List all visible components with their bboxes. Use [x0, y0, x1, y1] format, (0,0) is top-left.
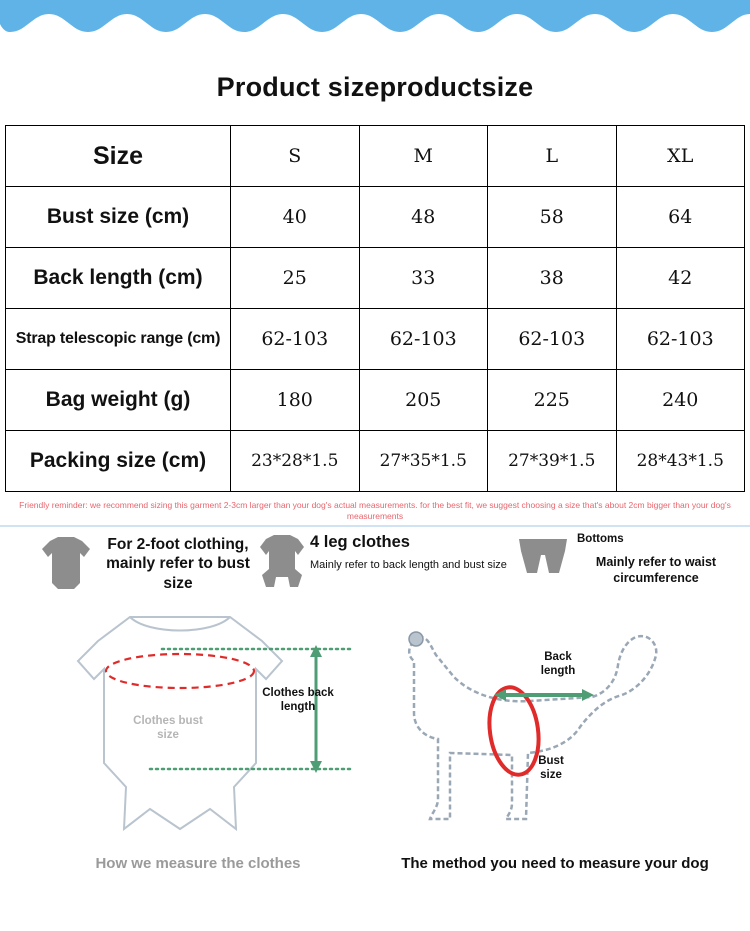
caption-clothes-measure: How we measure the clothes — [95, 854, 301, 872]
row-label-bag-weight: Bag weight (g) — [6, 370, 231, 431]
table-header-size-xl: XL — [616, 126, 745, 187]
guide-sub-bottoms: Mainly refer to waist circumference — [595, 554, 717, 585]
cell-packing-l: 27*39*1.5 — [488, 431, 617, 492]
section-divider — [0, 525, 750, 527]
cell-weight-m: 205 — [359, 370, 488, 431]
table-header-row — [6, 126, 745, 187]
guide-heading-four-leg: 4 leg clothes — [310, 532, 410, 551]
top-wave-decoration — [0, 0, 750, 44]
cell-strap-l: 62-103 — [488, 309, 617, 370]
table-row — [6, 370, 745, 431]
table-row — [6, 309, 745, 370]
four-leg-garment-icon — [258, 535, 306, 598]
label-clothes-back-length: Clothes back length — [262, 686, 334, 713]
row-label-bust-size: Bust size (cm) — [6, 187, 231, 248]
cell-strap-m: 62-103 — [359, 309, 488, 370]
cell-backlen-s: 25 — [231, 248, 360, 309]
friendly-reminder-note: Friendly reminder: we recommend sizing this garment 2-3cm larger than your dog's actual measurements. for the best fit, we suggest choosing a size that's about 2cm bigger than your dog's measurements — [19, 500, 731, 522]
dog-measure-diagram — [380, 603, 740, 853]
page-title: Product sizeproductsize — [216, 72, 534, 102]
cell-bust-s: 40 — [231, 187, 360, 248]
cell-backlen-m: 33 — [359, 248, 488, 309]
measurement-diagrams — [0, 603, 750, 893]
garment-type-guide-row — [0, 531, 750, 603]
cell-packing-s: 23*28*1.5 — [231, 431, 360, 492]
guide-heading-bottoms: Bottoms — [577, 532, 624, 545]
cell-bust-l: 58 — [488, 187, 617, 248]
table-header-size-m: M — [359, 126, 488, 187]
measurement-guide-section — [0, 531, 750, 931]
guide-sub-four-leg: Mainly refer to back length and bust size — [310, 558, 507, 571]
size-table — [5, 125, 745, 492]
row-label-back-length: Back length (cm) — [6, 248, 231, 309]
cell-strap-s: 62-103 — [231, 309, 360, 370]
cell-weight-s: 180 — [231, 370, 360, 431]
cell-bust-xl: 64 — [616, 187, 745, 248]
table-row — [6, 187, 745, 248]
caption-dog-measure: The method you need to measure your dog — [401, 854, 709, 872]
guide-text-two-foot: For 2-foot clothing, mainly refer to bust size — [106, 535, 250, 592]
row-label-packing-size: Packing size (cm) — [6, 431, 231, 492]
two-foot-garment-icon — [40, 535, 92, 596]
cell-backlen-xl: 42 — [616, 248, 745, 309]
label-clothes-bust-size: Clothes bust size — [133, 714, 203, 741]
table-row — [6, 248, 745, 309]
cell-weight-xl: 240 — [616, 370, 745, 431]
cell-bust-m: 48 — [359, 187, 488, 248]
cell-weight-l: 225 — [488, 370, 617, 431]
row-label-strap-range: Strap telescopic range (cm) — [6, 309, 231, 370]
label-dog-back-length: Back length — [540, 650, 576, 677]
table-header-size-l: L — [488, 126, 617, 187]
table-row — [6, 431, 745, 492]
cell-backlen-l: 38 — [488, 248, 617, 309]
cell-packing-xl: 28*43*1.5 — [616, 431, 745, 492]
cell-strap-xl: 62-103 — [616, 309, 745, 370]
bottoms-garment-icon — [515, 535, 571, 582]
label-dog-bust-size: Bust size — [538, 754, 564, 781]
table-header-size-label: Size — [6, 126, 231, 187]
cell-packing-m: 27*35*1.5 — [359, 431, 488, 492]
table-header-size-s: S — [231, 126, 360, 187]
